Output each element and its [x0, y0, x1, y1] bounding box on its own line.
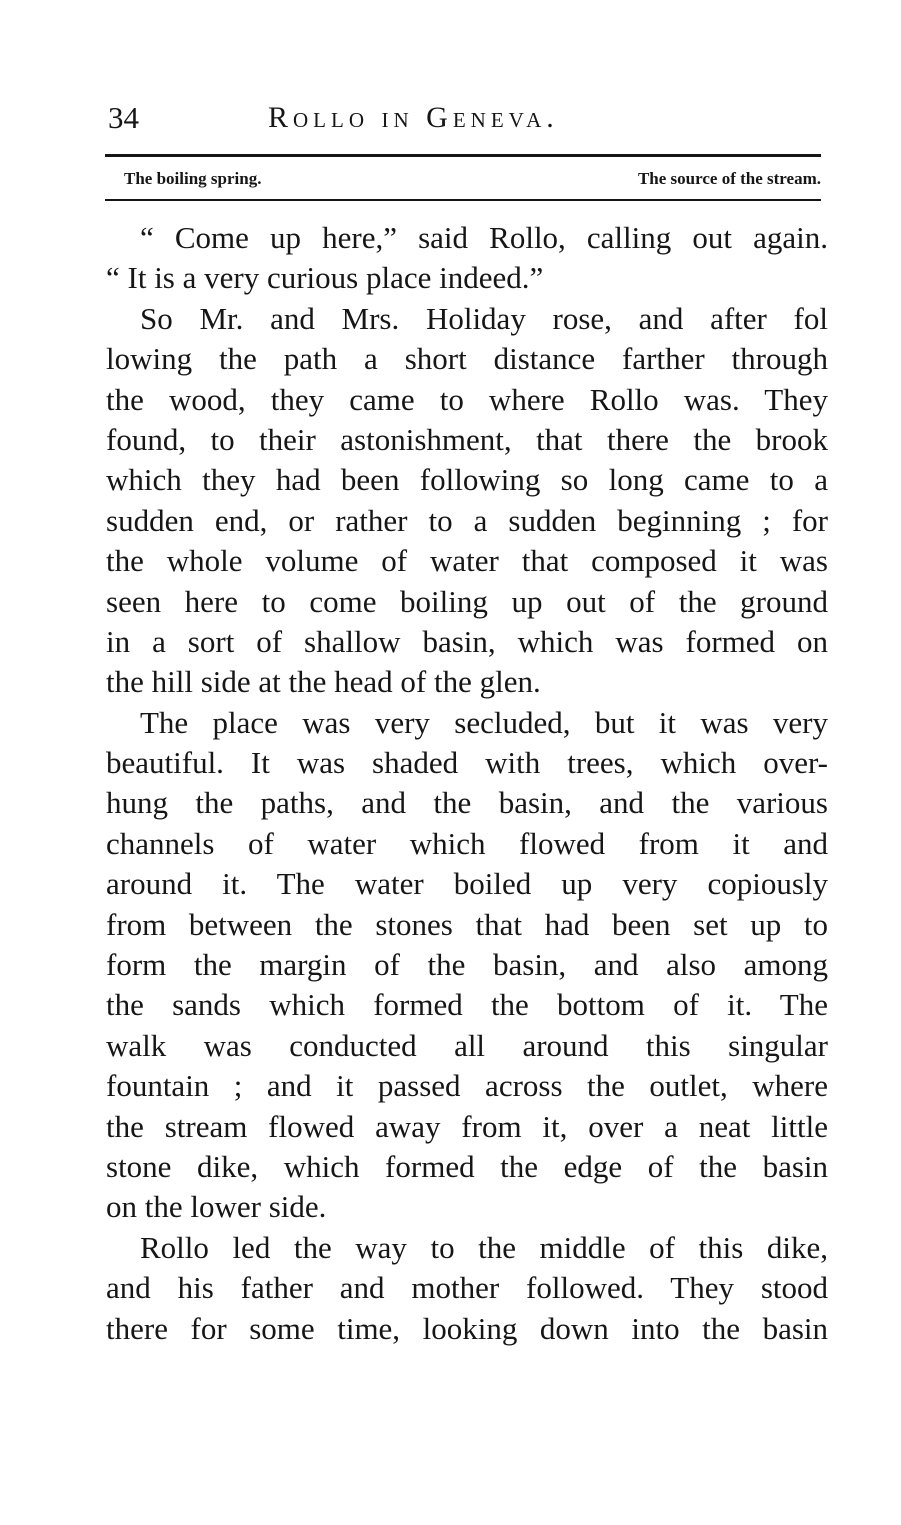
text-line: form the margin of the basin, and also among: [106, 947, 828, 983]
text-line: the wood, they came to where Rollo was. They: [106, 381, 828, 417]
text-line: and his father and mother followed. They stood: [106, 1270, 828, 1306]
text-line: “ Come up here,” said Rollo, calling out again.: [140, 220, 828, 255]
text-line: beautiful. It was shaded with trees, which over-: [106, 745, 828, 781]
text-line: walk was conducted all around this singular: [106, 1027, 828, 1063]
text-line: “ It is a very curious place indeed.”: [106, 260, 544, 296]
top-rule: [105, 154, 821, 157]
text-line: The place was very secluded, but it was very: [140, 704, 828, 740]
text-line: found, to their astonishment, that there the brook: [106, 421, 828, 457]
text-line: the sands which formed the bottom of it. The: [106, 987, 828, 1023]
running-title: Rollo in Geneva.: [268, 101, 559, 134]
bottom-rule: [105, 199, 821, 201]
page-number: 34: [108, 100, 139, 135]
text-line: which they had been following so long came to a: [106, 462, 828, 498]
text-line: lowing the path a short distance farther through: [106, 341, 828, 377]
text-line: the hill side at the head of the glen.: [106, 664, 541, 700]
text-line: stone dike, which formed the edge of the basin: [106, 1148, 828, 1184]
text-line: there for some time, looking down into the basin: [106, 1310, 828, 1346]
body-text: [106, 218, 828, 1349]
text-line: the stream flowed away from it, over a neat little: [106, 1108, 828, 1144]
text-line: So Mr. and Mrs. Holiday rose, and after fol: [140, 300, 828, 336]
page-header: [108, 98, 828, 140]
text-line: fountain ; and it passed across the outlet, where: [106, 1068, 828, 1104]
text-line: channels of water which flowed from it and: [106, 825, 828, 861]
text-line: seen here to come boiling up out of the ground: [106, 583, 828, 619]
text-line: Rollo led the way to the middle of this dike,: [140, 1229, 828, 1265]
sidenote-right: The source of the stream.: [637, 169, 821, 188]
text-line: on the lower side.: [106, 1189, 327, 1225]
text-line: sudden end, or rather to a sudden beginning ; for: [106, 502, 828, 538]
text-line: the whole volume of water that composed it was: [106, 543, 828, 579]
text-line: in a sort of shallow basin, which was formed on: [106, 623, 828, 659]
text-line: from between the stones that had been set up to: [106, 906, 828, 942]
text-line: hung the paths, and the basin, and the various: [106, 785, 828, 821]
text-line: around it. The water boiled up very copiously: [106, 866, 828, 902]
sidenote-left: The boiling spring.: [124, 169, 262, 188]
